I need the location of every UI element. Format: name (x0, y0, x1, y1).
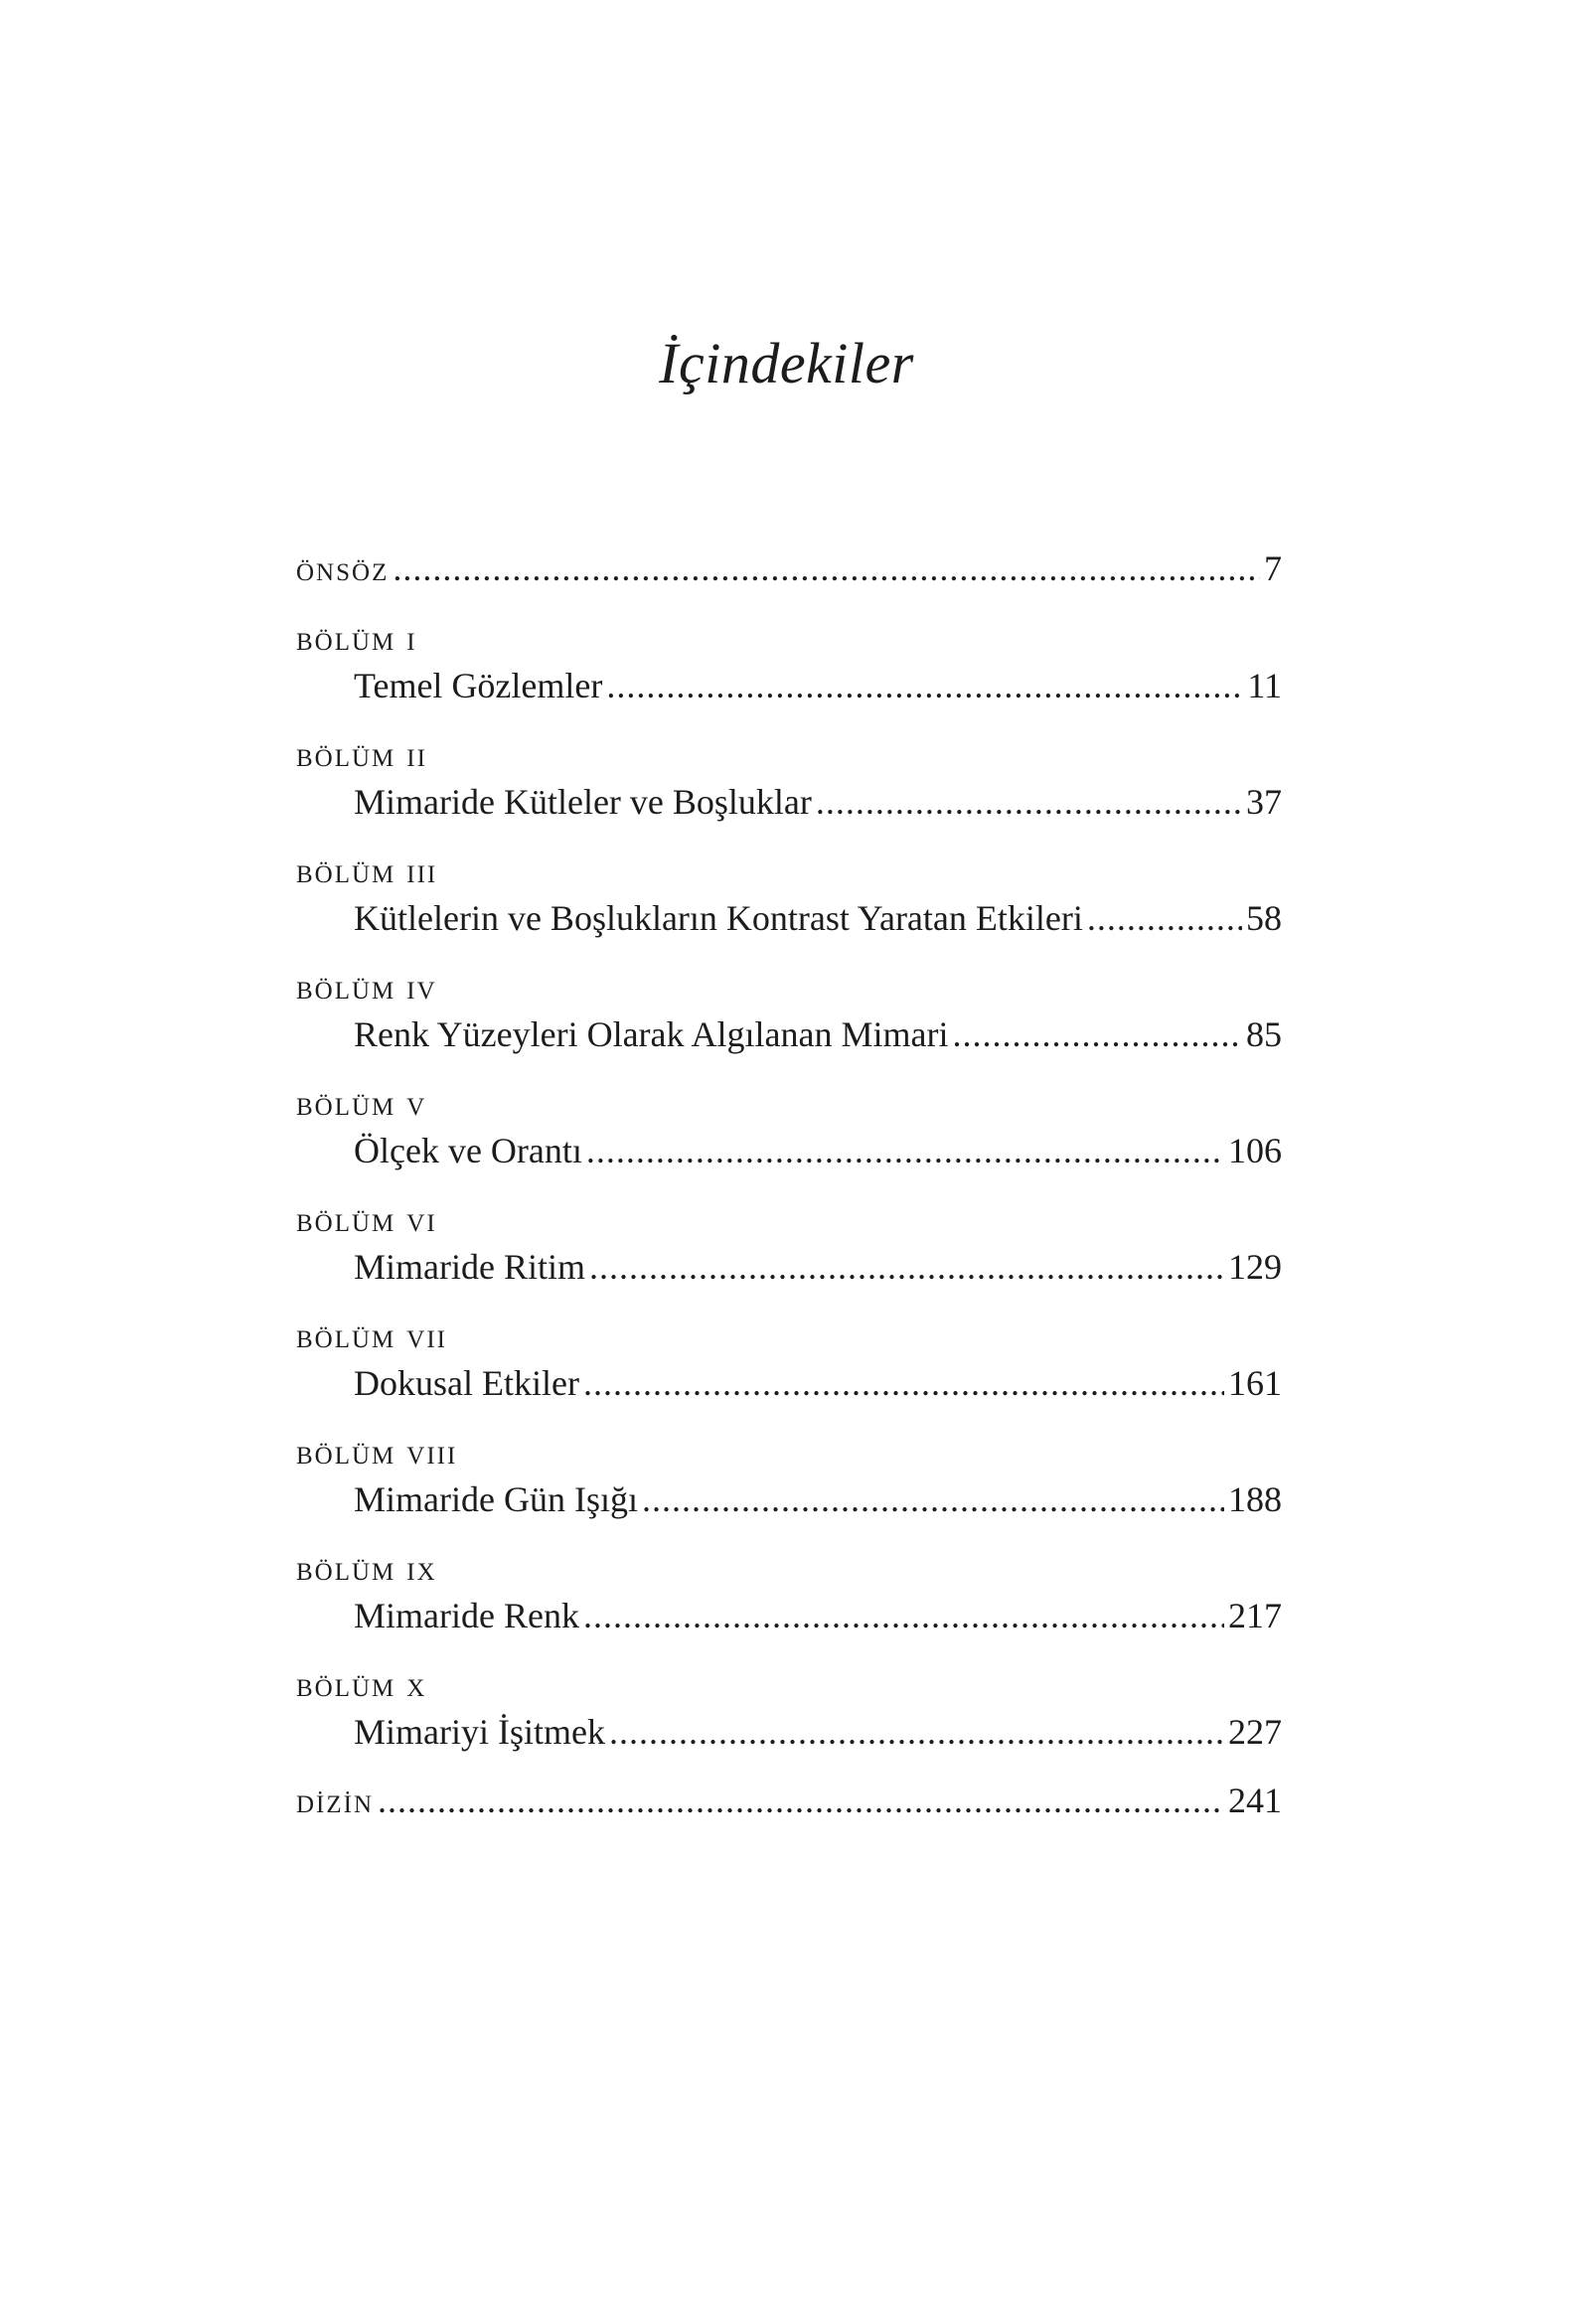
toc-entry (296, 1010, 1282, 1058)
dot-leader (586, 1127, 1224, 1174)
toc-entry (296, 1359, 1282, 1407)
toc-entry (296, 1592, 1282, 1639)
chapter-group (296, 1660, 1282, 1756)
toc-page-number: 58 (1246, 898, 1282, 938)
chapter-label: bölüm x (296, 1664, 427, 1704)
chapter-title: Renk Yüzeyleri Olarak Algılanan Mimari (354, 1014, 949, 1054)
dot-leader (393, 544, 1260, 592)
chapter-label: bölüm vi (296, 1199, 437, 1239)
chapter-group (296, 1079, 1282, 1174)
chapter-label: bölüm i (296, 618, 417, 658)
toc-entry (296, 1475, 1282, 1523)
toc-entry (296, 1127, 1282, 1174)
chapter-group (296, 1312, 1282, 1407)
toc-page-number: 161 (1228, 1363, 1282, 1403)
dot-leader (606, 662, 1243, 709)
dot-leader (816, 778, 1242, 826)
chapter-group (296, 847, 1282, 942)
chapter-label: bölüm vii (296, 1316, 447, 1355)
toc-entry (296, 1243, 1282, 1291)
toc-page-number: 129 (1228, 1247, 1282, 1287)
table-of-contents (296, 544, 1282, 1824)
chapter-title: Mimaride Kütleler ve Boşluklar (354, 782, 812, 822)
toc-entry (296, 894, 1282, 942)
chapter-label: bölüm ix (296, 1548, 437, 1588)
chapter-label: bölüm v (296, 1083, 427, 1123)
toc-entry-label: di̇zi̇n (296, 1781, 375, 1820)
chapter-group (296, 1428, 1282, 1523)
chapter-group (296, 614, 1282, 709)
toc-page-number: 11 (1247, 666, 1282, 705)
chapter-group (296, 963, 1282, 1058)
toc-entry-index (296, 1777, 1282, 1824)
dot-leader (609, 1708, 1224, 1756)
chapter-group (296, 730, 1282, 826)
chapter-title: Temel Gözlemler (354, 666, 603, 705)
toc-page-number: 217 (1228, 1596, 1282, 1635)
chapter-title: Mimaride Gün Işığı (354, 1479, 638, 1519)
chapter-label: bölüm viii (296, 1432, 458, 1472)
toc-entry-label: önsöz (296, 548, 390, 588)
chapter-title: Kütlelerin ve Boşlukların Kontrast Yaratan Etkileri (354, 898, 1083, 938)
chapter-group (296, 1195, 1282, 1291)
dot-leader (583, 1359, 1224, 1407)
chapter-label: bölüm iv (296, 967, 437, 1007)
dot-leader (1087, 894, 1242, 942)
toc-page-number: 37 (1246, 782, 1282, 822)
toc-entry-preface (296, 544, 1282, 592)
chapter-title: Dokusal Etkiler (354, 1363, 579, 1403)
dot-leader (642, 1475, 1224, 1523)
page-title: İçindekiler (659, 331, 914, 395)
chapter-label: bölüm ii (296, 734, 427, 774)
dot-leader (583, 1592, 1224, 1639)
toc-page-number: 106 (1228, 1131, 1282, 1170)
chapter-label: bölüm iii (296, 851, 438, 890)
dot-leader (378, 1777, 1224, 1824)
toc-page-number: 7 (1264, 548, 1282, 588)
dot-leader (952, 1010, 1242, 1058)
toc-page-number: 188 (1228, 1479, 1282, 1519)
chapter-title: Mimaride Ritim (354, 1247, 585, 1287)
toc-page-number: 241 (1228, 1781, 1282, 1820)
chapter-group (296, 1544, 1282, 1639)
chapter-title: Ölçek ve Orantı (354, 1131, 582, 1170)
toc-entry (296, 662, 1282, 709)
toc-entry (296, 1708, 1282, 1756)
dot-leader (589, 1243, 1224, 1291)
toc-page-number: 227 (1228, 1712, 1282, 1752)
toc-page-number: 85 (1246, 1014, 1282, 1054)
toc-entry (296, 778, 1282, 826)
chapter-title: Mimariyi İşitmek (354, 1712, 605, 1752)
chapter-title: Mimaride Renk (354, 1596, 579, 1635)
